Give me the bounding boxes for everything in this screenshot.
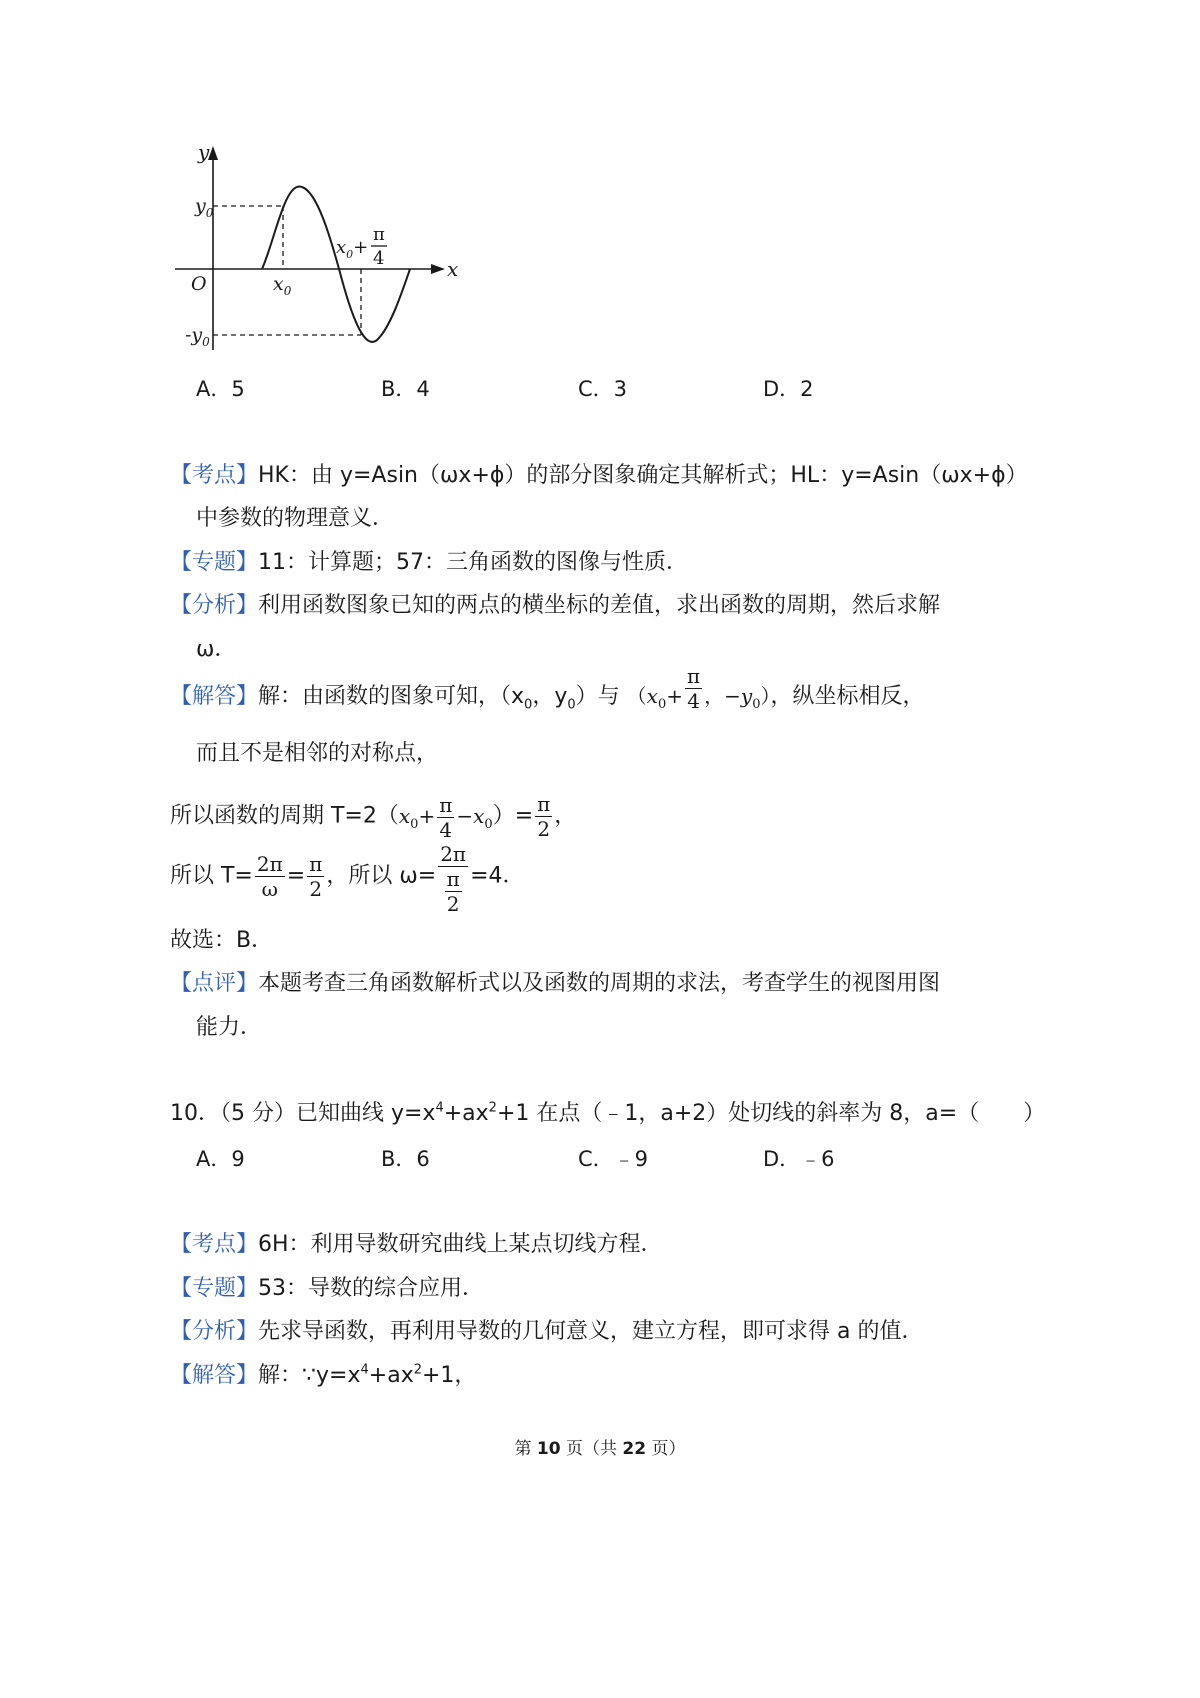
q10-fenxi: 【分析】先求导函数，再利用导数的几何意义，建立方程，即可求得 a 的值．: [170, 1319, 924, 1344]
q9-gu-xuan: 故选：B．: [170, 928, 274, 953]
x0-label: $x_0$: [273, 273, 292, 298]
q10-kaodian: 【考点】6H：利用导数研究曲线上某点切线方程．: [170, 1232, 663, 1257]
page-footer: 第 10 页（共 22 页）: [514, 1439, 686, 1459]
q9-period-line: 所以函数的周期 $T=2(x_0+$ $\frac{\pi}{4}$ $-x_0)=$ $\frac{\pi}{2}$ ，: [170, 792, 577, 842]
q10-option-c: C．﹣9: [578, 1147, 649, 1171]
q9-kaodian: 【考点】HK：由 y=Asin（ωx+ϕ）的部分图象确定其解析式；HL：y=Asin（ωx+ϕ）: [170, 463, 1028, 488]
q9-option-d: D．2: [763, 377, 814, 401]
y0-label: $y_0$: [195, 195, 214, 220]
q10-stem: 10．（5 分）已知曲线 $y=x^4+ax^2+1$ 在点（﹣1，a+2）处切线的斜率为 8，a=（ ）: [170, 1100, 1046, 1126]
q9-omega-line: 所以 T= $\frac{2\pi}{\omega}$ = $\frac{\pi}{2}$ ，所以 ω= $\frac{2\pi}{\frac{\pi}{2}}$ =4．: [170, 842, 525, 916]
q9-fenxi: 【分析】利用函数图象已知的两点的横坐标的差值，求出函数的周期，然后求解: [170, 593, 941, 618]
q10-jieda: 【解答】解：$\because y=x^4+ax^2+1$，: [170, 1362, 477, 1388]
q10-option-b: B．6: [381, 1147, 430, 1171]
q9-jieda: 【解答】解：由函数的图象可知，（$x_0$，$y_0$）与 （$x_0+$ $\frac{\pi}{4}$ ，$-y_0$），纵坐标相反，: [170, 664, 925, 713]
x-axis-arrow-icon: [431, 264, 445, 274]
q10-zhuanti: 【专题】53：导数的综合应用．: [170, 1276, 485, 1301]
svg-text:π: π: [373, 224, 385, 245]
q9-option-a: A．5: [196, 377, 245, 401]
q10-option-d: D．﹣6: [763, 1147, 835, 1171]
q9-jieda-cont: 而且不是相邻的对称点，: [196, 741, 439, 766]
sine-graph-figure: [165, 140, 475, 365]
q10-option-a: A．9: [196, 1147, 245, 1171]
q9-dianping: 【点评】本题考查三角函数解析式以及函数的周期的求法，考查学生的视图用图: [170, 971, 941, 996]
svg-text:x0+: $x_0+$: [336, 237, 369, 261]
q9-option-c: C．3: [578, 377, 628, 401]
y-axis-label: y: [198, 140, 210, 164]
q9-option-b: B．4: [381, 377, 430, 401]
x-axis-label: x: [447, 257, 459, 281]
q9-zhuanti: 【专题】11：计算题；57：三角函数的图像与性质．: [170, 550, 689, 575]
svg-text:4: 4: [373, 248, 385, 269]
x0-plus-quarter-pi-label: [336, 224, 387, 269]
origin-label: O: [191, 273, 207, 295]
q9-fenxi-cont: ω．: [196, 637, 237, 662]
q9-kaodian-cont: 中参数的物理意义．: [196, 506, 395, 531]
sine-curve: [262, 186, 410, 342]
neg-y0-label: $-y_0$: [185, 324, 210, 349]
q9-dianping-cont: 能力．: [196, 1015, 263, 1040]
y-axis-arrow-icon: [208, 146, 218, 160]
